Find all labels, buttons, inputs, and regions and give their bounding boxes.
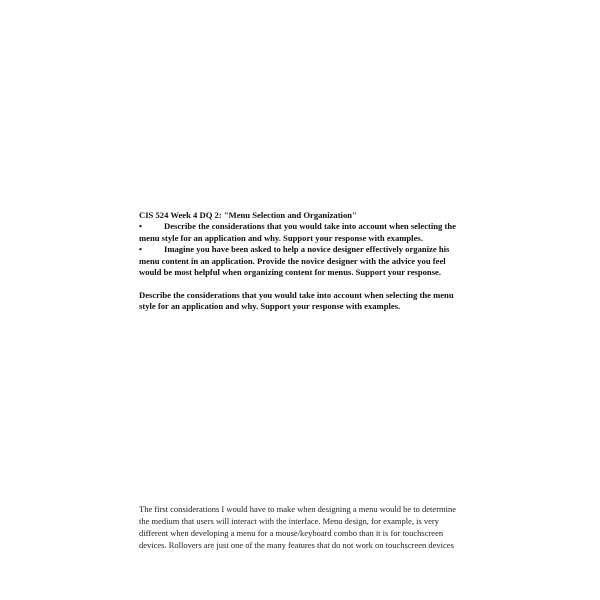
bullet-1-line-1: • Describe the considerations that you would take into account when selecting the (139, 221, 456, 231)
question-line-1: Describe the considerations that you would take into account when selecting the menu (139, 290, 454, 300)
answer-line-4: devices. Rollovers are just one of the many features that do not work on touchscreen devices (139, 540, 454, 550)
page-title: CIS 524 Week 4 DQ 2: "Menu Selection and Organization" (139, 210, 357, 220)
bullet-2-line-2: menu content in an application. Provide the novice designer with the advice you feel (139, 256, 446, 266)
question-line-2: style for an application and why. Support your response with examples. (139, 301, 401, 311)
answer-line-3: different when developing a menu for a mouse/keyboard combo than it is for touchscreen (139, 528, 444, 538)
answer-line-1: The first considerations I would have to make when designing a menu would be to determine (139, 504, 457, 514)
bullet-icon: • (139, 244, 143, 254)
bullet-2-line-3: would be most helpful when organizing content for menus. Support your response. (139, 267, 442, 277)
bullet-2-line-1: • Imagine you have been asked to help a novice designer effectively organize his (139, 244, 450, 254)
answer-line-2: the medium that users will interact with the interface. Menu design, for example, is very (139, 516, 440, 526)
bullet-1-line-2: menu style for an application and why. Support your response with examples. (139, 233, 423, 243)
bullet-icon: • (139, 221, 143, 231)
